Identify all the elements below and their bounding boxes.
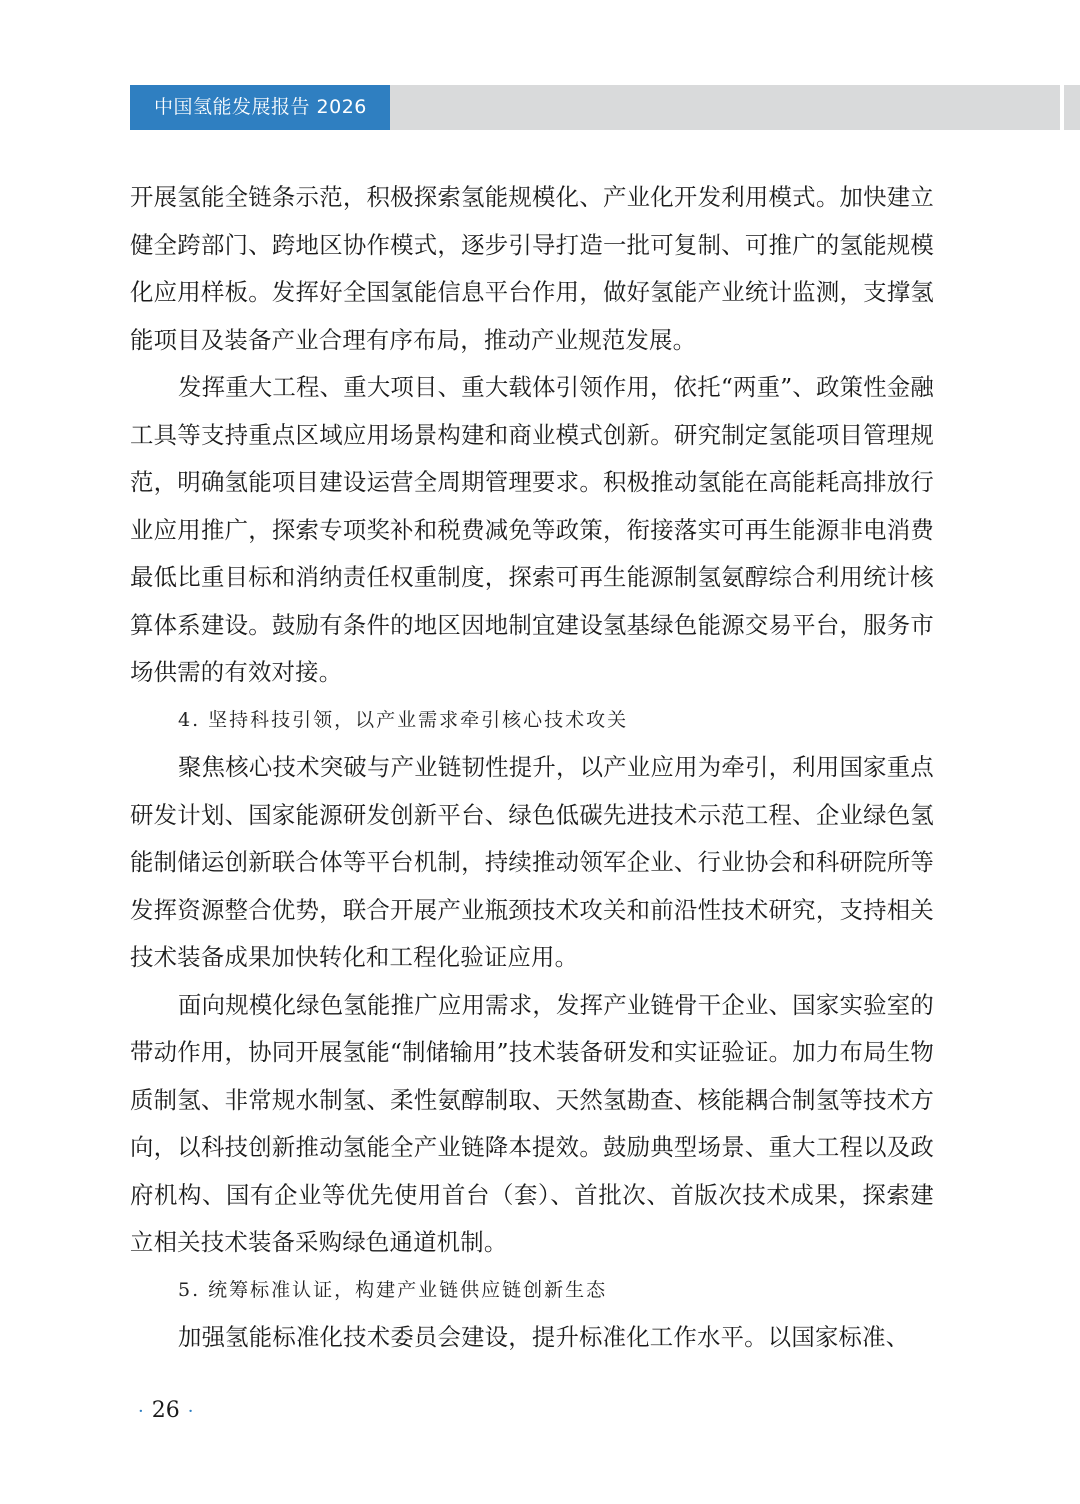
header-edge-tab	[1064, 85, 1080, 130]
page-number-value: 26	[151, 1398, 180, 1423]
section-heading-4: 4. 坚持科技引领，以产业需求牵引核心技术攻关	[178, 708, 629, 731]
page-content	[130, 174, 934, 1362]
paragraph-4: 面向规模化绿色氢能推广应用需求，发挥产业链骨干企业、国家实验室的带动作用，协同开展氢能“制储输用”技术装备研发和实证验证。加力布局生物质制氢、非常规水制氢、柔性氨醇制取、天然氢勘查、核能耦合制氢等技术方向，以科技创新推动氢能全产业链降本提效。鼓励典型场景、重大工程以及政府机构、国有企业等优先使用首台（套）、首批次、首版次技术成果，探索建立相关技术装备采购绿色通道机制。	[130, 990, 934, 1256]
section-heading-5: 5. 统筹标准认证，构建产业链供应链创新生态	[178, 1278, 608, 1301]
paragraph-2: 发挥重大工程、重大项目、重大载体引领作用，依托“两重”、政策性金融工具等支持重点区域应用场景构建和商业模式创新。研究制定氢能项目管理规范，明确氢能项目建设运营全周期管理要求。积极推动氢能在高能耗高排放行业应用推广，探索专项奖补和税费减免等政策，衔接落实可再生能源非电消费最低比重目标和消纳责任权重制度，探索可再生能源制氢氨醇综合利用统计核算体系建设。鼓励有条件的地区因地制宜建设氢基绿色能源交易平台，服务市场供需的有效对接。	[130, 373, 934, 686]
page-dot-right: ·	[187, 1401, 194, 1422]
page-dot-left: ·	[138, 1401, 144, 1422]
paragraph-1: 开展氢能全链条示范，积极探索氢能规模化、产业化开发利用模式。加快建立健全跨部门、跨地区协作模式，逐步引导打造一批可复制、可推广的氢能规模化应用样板。发挥好全国氢能信息平台作用，做好氢能产业统计监测，支撑氢能项目及装备产业合理有序布局，推动产业规范发展。	[130, 183, 934, 354]
page-number	[130, 1398, 201, 1423]
report-title: 中国氢能发展报告 2026	[130, 85, 390, 130]
paragraph-3: 聚焦核心技术突破与产业链韧性提升，以产业应用为牵引，利用国家重点研发计划、国家能源研发创新平台、绿色低碳先进技术示范工程、企业绿色氢能制储运创新联合体等平台机制，持续推动领军企业、行业协会和科研院所等发挥资源整合优势，联合开展产业瓶颈技术攻关和前沿性技术研究，支持相关技术装备成果加快转化和工程化验证应用。	[130, 753, 934, 971]
paragraph-5: 加强氢能标准化技术委员会建设，提升标准化工作水平。以国家标准、	[178, 1323, 910, 1351]
